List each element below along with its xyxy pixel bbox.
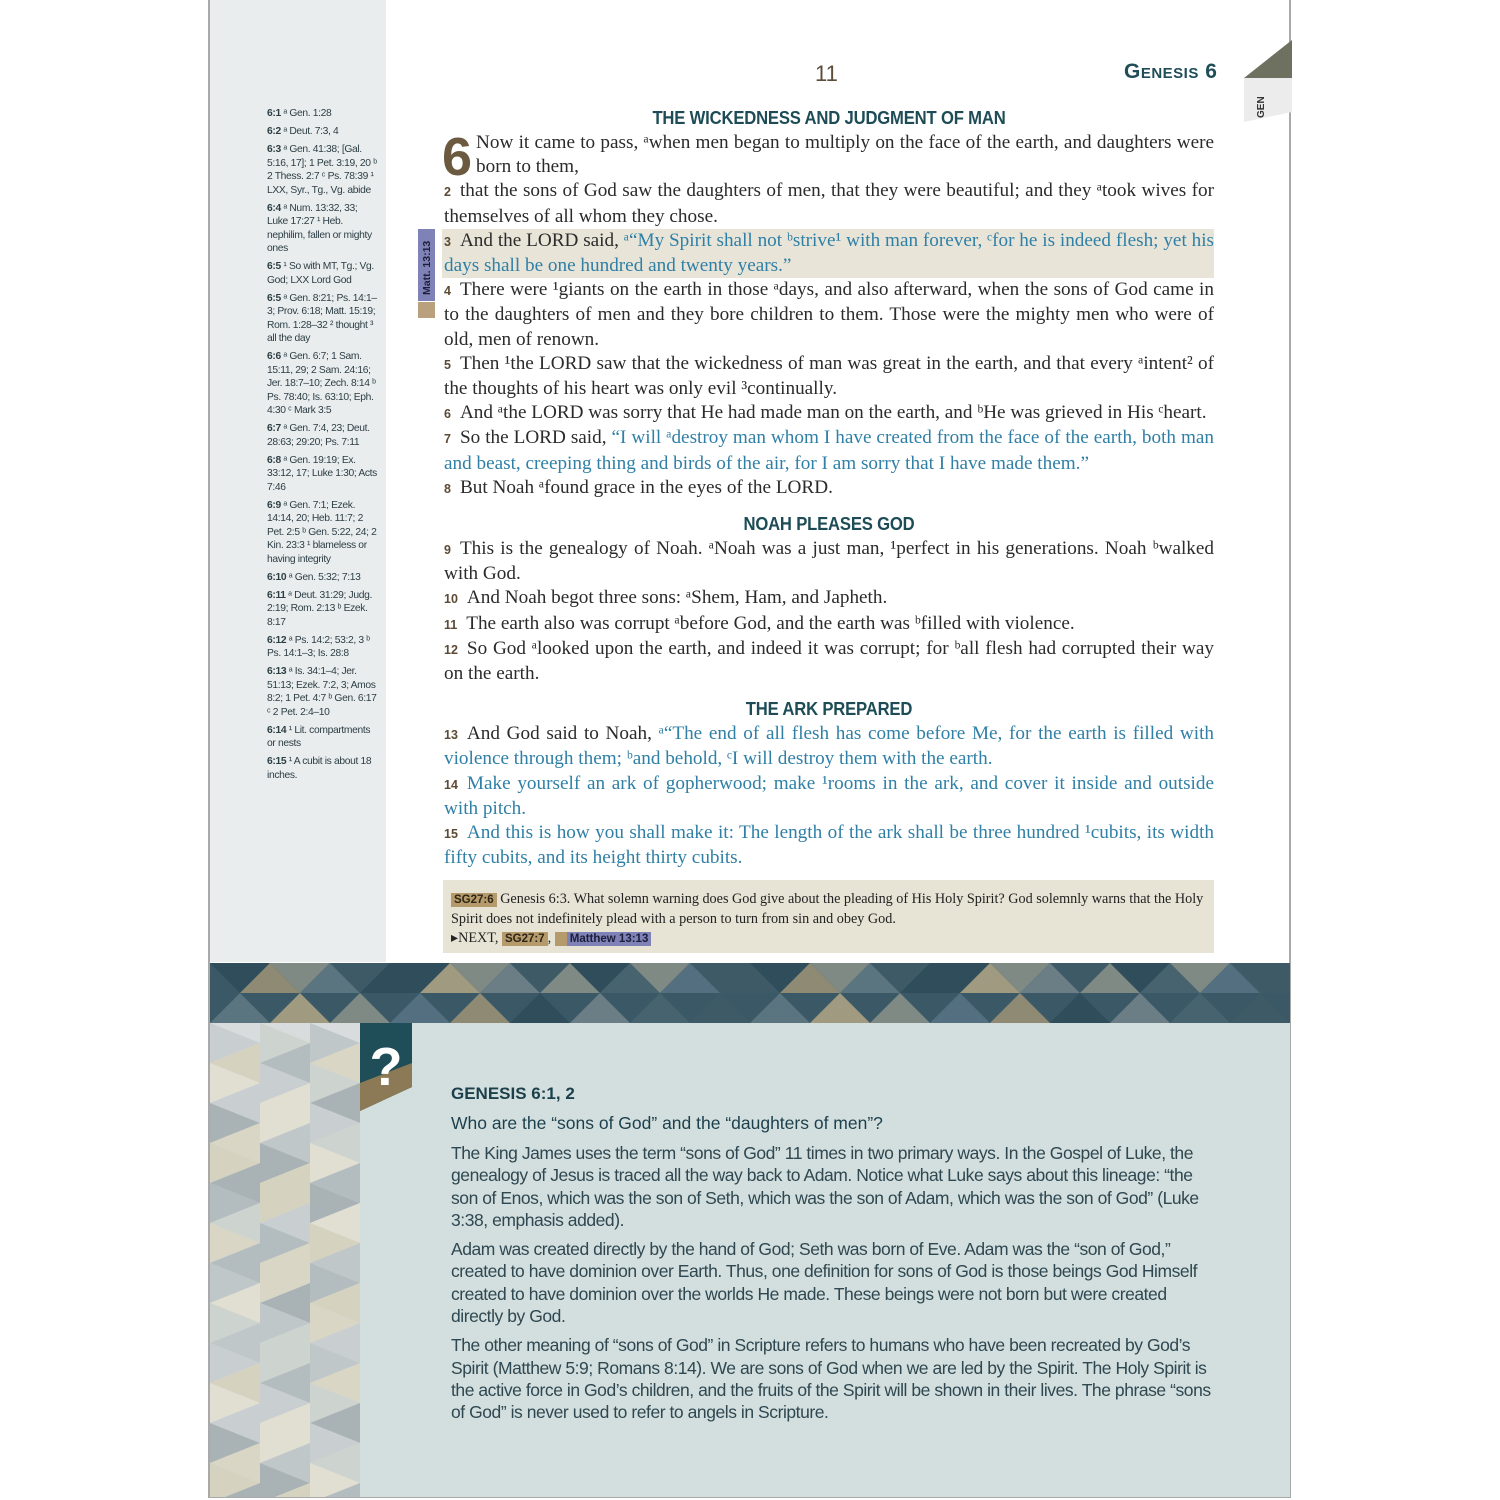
verse-12: 12 So God ᵃlooked upon the earth, and indeed it was corrupt; for ᵇall flesh had corrupted their way on the earth.: [444, 637, 1214, 685]
study-guide-box: SG27:6 Genesis 6:3. What solemn warning does God give about the pleading of His Holy Spirit? God solemnly warns that the Holy Spirit does not indefinitely plead with a person to turn from sin and obey God. ▸NEXT, SG27:7 , Matthew 13:13: [443, 880, 1214, 953]
ref-entry: 6:8 ᵃ Gen. 19:19; Ex. 33:12, 17; Luke 1:30; Acts 7:46: [267, 454, 377, 493]
tab-label: GEN: [1256, 96, 1267, 118]
question-heading: GENESIS 6:1, 2: [451, 1084, 575, 1103]
verse-11: 11 The earth also was corrupt ᵃbefore God, and the earth was ᵇfilled with violence.: [444, 612, 1075, 634]
ref-entry: 6:4 ᵃ Num. 13:32, 33; Luke 17:27 ¹ Heb. nephilim, fallen or mighty ones: [267, 202, 372, 254]
ref-entry: 6:10 ᵃ Gen. 5:32; 7:13: [267, 571, 361, 583]
verse-5: 5 Then ¹the LORD saw that the wickedness of man was great in the earth, and that every ᵃintent² of the thoughts of his heart was only evil ³continually.: [444, 352, 1214, 400]
scripture-text: [444, 105, 1214, 870]
answer-paragraph: The King James uses the term “sons of God” 11 times in two primary ways. In the Gospel of Luke, the genealogy of Jesus is traced all the way back to Adam. Notice what Luke says about this lineage: “the son of Enos, which was the son of Seth, which was the son of Adam, which was the son of God” (Luke 3:38, emphasis added).: [451, 1143, 1199, 1230]
book-tab[interactable]: [1244, 40, 1292, 122]
verse-13: 13 And God said to Noah, ᵃ“The end of all flesh has come before Me, for the earth is filled with violence through them; ᵇand behold, ᶜI will destroy them with the earth.: [444, 723, 1214, 770]
verse-15: 15 And this is how you shall make it: The length of the ark shall be three hundred ¹cubits, its width fifty cubits, and its height thirty cubits.: [444, 822, 1214, 869]
answer-paragraph: Adam was created directly by the hand of God; Seth was born of Eve. Adam was the “son of God,” created to have dominion over Earth. Thus, one definition for sons of God is those beings God Himself created to have dominion over the worlds He made. These beings were not born but were created directly by God.: [451, 1239, 1198, 1327]
ref-entry: 6:11 ᵃ Deut. 31:29; Judg. 2:19; Rom. 2:13 ᵇ Ezek. 8:17: [267, 589, 372, 628]
next-label: NEXT,: [458, 930, 499, 946]
decorative-triangle-pattern: [210, 1023, 360, 1497]
ref-entry: 6:13 ᵃ Is. 34:1–4; Jer. 51:13; Ezek. 7:2, 3; Amos 8:2; 1 Pet. 4:7 ᵇ Gen. 6:17 ᶜ 2 Pet. 2:4–10: [267, 666, 377, 718]
study-guide-tag-marker: [418, 302, 435, 318]
section-heading: NOAH PLEASES GOD: [743, 513, 915, 535]
gold-chip: [555, 932, 567, 946]
verse-4: 4 There were ¹giants on the earth in those ᵃdays, and also afterward, when the sons of God came in to the daughters of men and they bore children to them. Those were the mighty men who were of old, men of renown.: [444, 279, 1214, 350]
chapter-number: 6: [442, 127, 473, 187]
section-heading: THE ARK PREPARED: [745, 698, 913, 720]
page-number: 11: [815, 61, 838, 86]
answer-paragraph: The other meaning of “sons of God” in Scripture refers to humans who have been recreated by God’s Spirit (Matthew 5:9; Romans 8:14). We are sons of God when we are led by the Spirit. The Holy Spirit is the active force in God’s children, and the fruits of the Spirit will be shown in their lives. The phrase “sons of God” is never used to refer to angels in Scripture.: [451, 1335, 1211, 1423]
verse-8: 8 But Noah ᵃfound grace in the eyes of the LORD.: [444, 476, 833, 498]
question-body: [451, 1142, 1211, 1431]
cross-ref-tag[interactable]: Matt. 13:13: [418, 229, 435, 301]
question-title: Who are the “sons of God” and the “daughters of men”?: [451, 1113, 883, 1133]
verse-7: 7 So the LORD said, “I will ᵃdestroy man whom I have created from the face of the earth, both man and beast, creeping thing and birds of the air, for I am sorry that I have made them.”: [444, 427, 1215, 474]
study-guide-tag[interactable]: SG27:6: [451, 893, 497, 907]
cross-references: [267, 107, 377, 787]
svg-text:?: ?: [369, 1037, 403, 1097]
ref-entry: 6:1 ᵃ Gen. 1:28: [267, 108, 332, 119]
ref-entry: 6:2 ᵃ Deut. 7:3, 4: [267, 126, 339, 137]
ref-entry: 6:15 ¹ A cubit is about 18 inches.: [267, 756, 372, 781]
tab-shape-icon: [1244, 40, 1292, 122]
study-guide-text: Genesis 6:3. What solemn warning does God give about the pleading of His Holy Spirit? God solemnly warns that the Holy Spirit does not indefinitely plead with a person to turn from sin and obey God.: [451, 891, 1204, 927]
book-title: Genesis 6: [1124, 60, 1218, 83]
verse-14: 14 Make yourself an ark of gopherwood; make ¹rooms in the ark, and cover it inside and outside with pitch.: [444, 772, 1214, 819]
ref-entry: 6:9 ᵃ Gen. 7:1; Ezek. 14:14, 20; Heb. 11:7; 2 Pet. 2:5 ᵇ Gen. 5:22, 24; 2 Kin. 23:3 ¹ blameless or having integrity: [267, 499, 377, 565]
ref-entry: 6:6 ᵃ Gen. 6:7; 1 Sam. 15:11, 29; 2 Sam. 24:16; Jer. 18:7–10; Zech. 8:14 ᵇ Ps. 78:40; Is. 63:10; Eph. 4:30 ᶜ Mark 3:5: [267, 351, 376, 416]
verse-2: 2 that the sons of God saw the daughters of men, that they were beautiful; and they ᵃtook wives for themselves of all whom they chose.: [444, 180, 1214, 227]
ref-entry: 6:5 ᵃ Gen. 8:21; Ps. 14:1–3; Prov. 6:18; Matt. 15:19; Rom. 1:28–32 ² thought ³ all the day: [267, 292, 377, 344]
ref-entry: 6:12 ᵃ Ps. 14:2; 53:2, 3 ᵇ Ps. 14:1–3; Is. 28:8: [267, 634, 370, 659]
verse-6: 6 And ᵃthe LORD was sorry that He had made man on the earth, and ᵇHe was grieved in His ᶜheart.: [444, 402, 1207, 424]
next-arrow-icon: ▸: [451, 930, 459, 946]
question-mark-icon: [360, 1023, 412, 1111]
verse-3: 3 And the LORD said, ᵃ“My Spirit shall not ᵇstrive¹ with man forever, ᶜfor he is indeed flesh; yet his days shall be one hundred and twenty years.”: [442, 229, 1214, 278]
verse-1: 6 Now it came to pass, ᵃwhen men began to multiply on the face of the earth, and daughters were born to them,: [442, 127, 1214, 187]
ref-entry: 6:3 ᵃ Gen. 41:38; [Gal. 5:16, 17]; 1 Pet. 3:19, 20 ᵇ 2 Thess. 2:7 ᶜ Ps. 78:39 ¹ LXX, Syr., Tg., Vg. abide: [267, 144, 377, 196]
ref-entry: 6:14 ¹ Lit. compartments or nests: [267, 724, 371, 749]
cross-ref-link[interactable]: Matthew 13:13: [567, 932, 652, 946]
section-heading: THE WICKEDNESS AND JUDGMENT OF MAN: [652, 107, 1006, 128]
ref-entry: 6:5 ¹ So with MT, Tg.; Vg. God; LXX Lord God: [267, 261, 374, 286]
verse-10: 10 And Noah begot three sons: ᵃShem, Ham, and Japheth.: [444, 587, 888, 609]
ref-entry: 6:7 ᵃ Gen. 7:4, 23; Deut. 28:63; 29:20; Ps. 7:11: [267, 423, 370, 448]
decorative-triangle-band: [210, 963, 1290, 1023]
verse-9: 9 This is the genealogy of Noah. ᵃNoah was a just man, ¹perfect in his generations. Noah ᵇwalked with God.: [444, 538, 1214, 585]
next-study-link[interactable]: SG27:7: [502, 932, 548, 946]
